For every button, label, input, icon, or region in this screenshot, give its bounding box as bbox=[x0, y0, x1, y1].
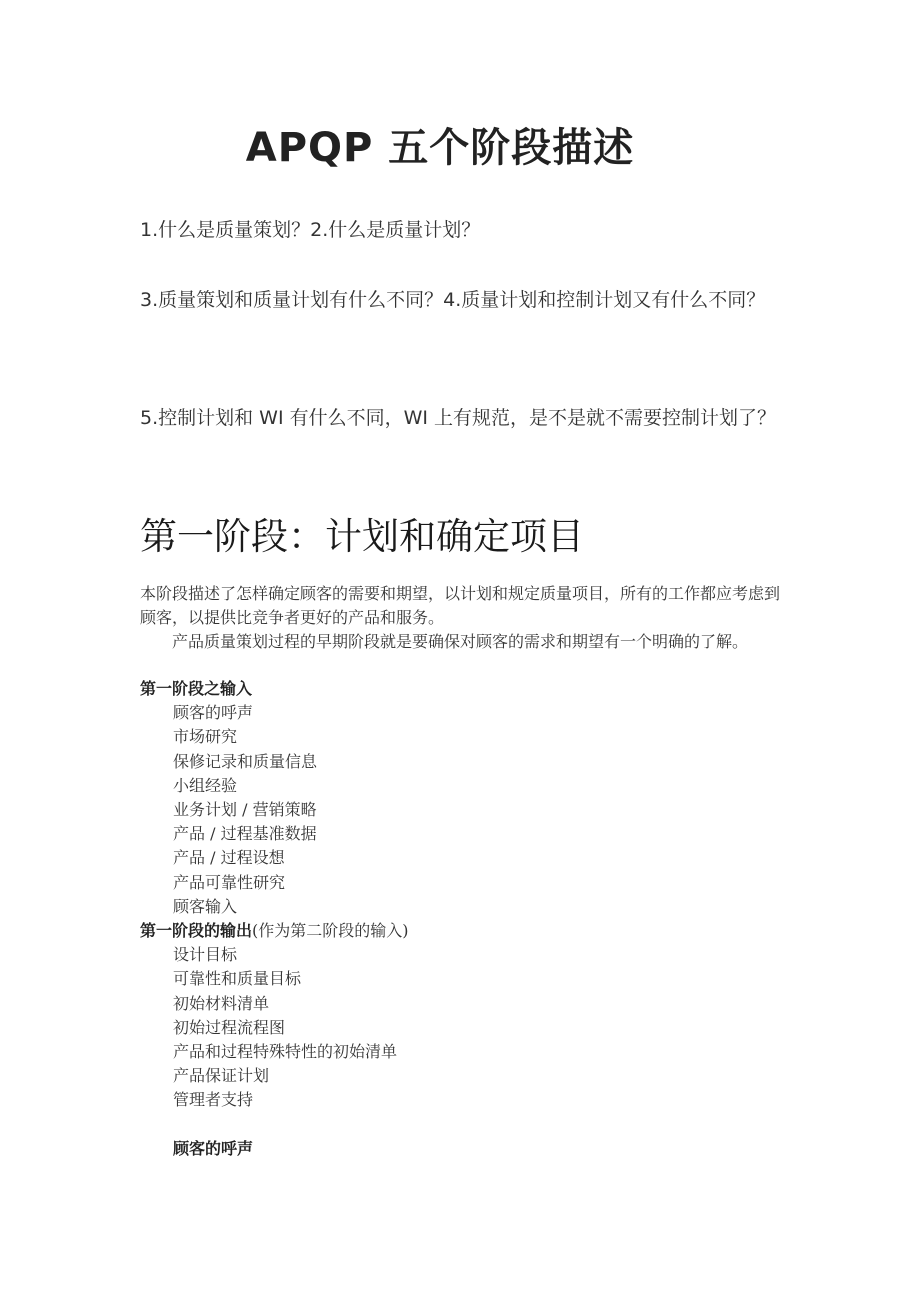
input-item: 业务计划 / 营销策略 bbox=[173, 800, 317, 820]
output-item: 可靠性和质量目标 bbox=[173, 969, 302, 989]
outputs-heading-label: 第一阶段的输出 bbox=[140, 921, 253, 941]
output-item: 管理者支持 bbox=[173, 1090, 254, 1110]
outputs-heading-note: (作为第二阶段的输入) bbox=[252, 921, 409, 941]
output-item: 初始材料清单 bbox=[173, 993, 270, 1013]
voice-of-customer-subheading: 顾客的呼声 bbox=[173, 1138, 254, 1158]
section-1-lists bbox=[140, 677, 780, 1161]
output-item: 产品保证计划 bbox=[173, 1066, 270, 1086]
inputs-heading: 第一阶段之输入 bbox=[140, 679, 253, 698]
input-item: 顾客的呼声 bbox=[173, 703, 254, 723]
input-item: 产品可靠性研究 bbox=[173, 872, 286, 892]
section-1-paragraph-2: 产品质量策划过程的早期阶段就是要确保对顾客的需求和期望有一个明确的了解。 bbox=[172, 632, 749, 651]
question-5: 5.控制计划和 WI 有什么不同，WI 上有规范，是不是就不需要控制计划了？ bbox=[140, 407, 777, 429]
section-1-heading: 第一阶段：计划和确定项目 bbox=[140, 515, 584, 558]
input-item: 产品 / 过程基准数据 bbox=[173, 824, 317, 844]
document-title: APQP 五个阶段描述 bbox=[245, 125, 635, 171]
input-item: 小组经验 bbox=[173, 775, 238, 795]
outputs-heading bbox=[140, 919, 780, 943]
section-1-paragraph-1: 本阶段描述了怎样确定顾客的需要和期望，以计划和规定质量项目，所有的工作都应考虑到顾客，以提供比竞争者更好的产品和服务。 bbox=[140, 584, 781, 627]
input-item: 产品 / 过程设想 bbox=[173, 848, 285, 868]
output-item: 产品和过程特殊特性的初始清单 bbox=[173, 1042, 398, 1062]
output-item: 初始过程流程图 bbox=[173, 1017, 286, 1037]
spacer bbox=[140, 1113, 780, 1137]
input-item: 市场研究 bbox=[173, 727, 238, 747]
output-item: 设计目标 bbox=[173, 945, 238, 965]
question-3-4: 3.质量策划和质量计划有什么不同？4.质量计划和控制计划又有什么不同？ bbox=[140, 289, 766, 311]
input-item: 顾客输入 bbox=[173, 896, 238, 916]
question-1-2: 1.什么是质量策划？2.什么是质量计划？ bbox=[140, 219, 481, 241]
input-item: 保修记录和质量信息 bbox=[173, 751, 318, 771]
